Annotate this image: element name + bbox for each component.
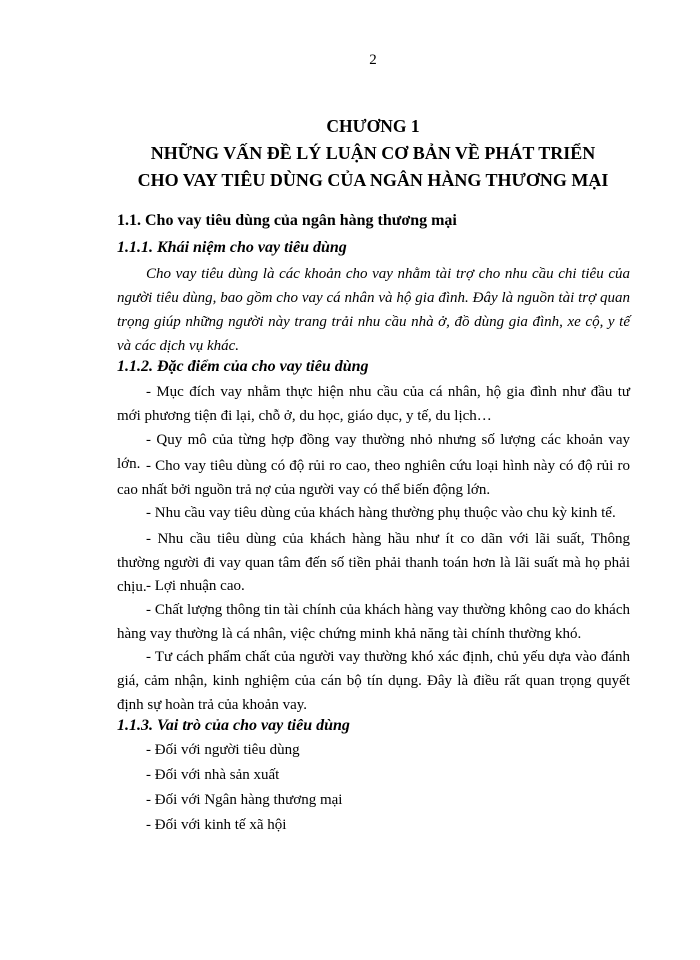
feature-text: - Mục đích vay nhằm thực hiện nhu cầu của cá nhân, hộ gia đình như đầu tư mới phương tiện đi lại, chỗ ở, du học, giáo dục, y tế, du lịch… [117, 384, 630, 424]
chapter-title-line-2: CHO VAY TIÊU DÙNG CỦA NGÂN HÀNG THƯƠNG MẠI [137, 170, 609, 190]
role-item: - Đối với Ngân hàng thương mại [146, 792, 343, 808]
feature-text: - Nhu cầu tiêu dùng của khách hàng hầu như ít co dãn với lãi suất, Thông thường người đi vay quan tâm đến số tiền phải thanh toán hơn là lãi suất mà họ phải chịu. [117, 531, 630, 595]
role-item: - Đối với kinh tế xã hội [146, 817, 287, 833]
feature-text: - Nhu cầu vay tiêu dùng của khách hàng thường phụ thuộc vào chu kỳ kinh tế. [146, 505, 616, 521]
feature-item [117, 645, 630, 717]
feature-item [117, 380, 630, 428]
feature-text: - Tư cách phẩm chất của người vay thường khó xác định, chủ yếu dựa vào đánh giá, cảm nhận, kinh nghiệm của cán bộ tín dụng. Đây là điều rất quan trọng quyết định sự hoàn trả của khoản vay. [117, 649, 630, 713]
role-item: - Đối với nhà sản xuất [146, 767, 280, 783]
feature-item [117, 598, 630, 646]
feature-text: - Quy mô của từng hợp đồng vay thường nhỏ nhưng số lượng các khoản vay lớn. [117, 432, 630, 472]
section-1-1-heading: 1.1. Cho vay tiêu dùng của ngân hàng thương mại [117, 212, 457, 229]
section-1-1-1-heading: 1.1.1. Khái niệm cho vay tiêu dùng [117, 239, 347, 256]
role-item: - Đối với người tiêu dùng [146, 742, 300, 758]
feature-item [117, 454, 630, 502]
feature-item [117, 574, 630, 598]
section-1-1-2-heading: 1.1.2. Đặc điểm của cho vay tiêu dùng [117, 358, 369, 375]
chapter-title-line-1: NHỮNG VẤN ĐỀ LÝ LUẬN CƠ BẢN VỀ PHÁT TRIỂN [150, 143, 596, 163]
feature-item [117, 501, 630, 525]
definition-text: Cho vay tiêu dùng là các khoản cho vay nhằm tài trợ cho nhu cầu chi tiêu của người tiêu dùng, bao gồm cho vay cá nhân và hộ gia đình. Đây là nguồn tài trợ quan trọng giúp những người này trang trải nhu cầu nhà ở, đồ dùng gia đình, xe cộ, y tế và các dịch vụ khác. [117, 266, 630, 354]
feature-text: - Cho vay tiêu dùng có độ rủi ro cao, theo nghiên cứu loại hình này có độ rủi ro cao nhất bởi nguồn trả nợ của người vay có thể biến động lớn. [117, 458, 630, 498]
feature-text: - Lợi nhuận cao. [146, 578, 245, 594]
feature-text: - Chất lượng thông tin tài chính của khách hàng vay thường không cao do khách hàng vay thường là cá nhân, việc chứng minh khả năng tài chính thường khó. [117, 602, 630, 642]
page-number: 2 [369, 52, 377, 68]
definition-paragraph [117, 262, 630, 358]
chapter-heading: CHƯƠNG 1 [326, 116, 420, 136]
section-1-1-3-heading: 1.1.3. Vai trò của cho vay tiêu dùng [117, 717, 350, 734]
